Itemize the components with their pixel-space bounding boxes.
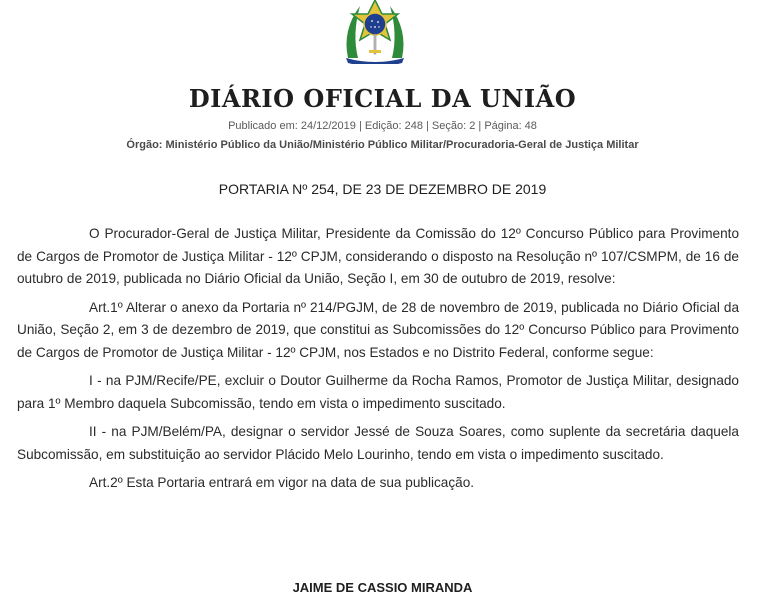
paragraph-article-2: Art.2º Esta Portaria entrará em vigor na data de sua publicação. xyxy=(89,475,475,490)
document-title: PORTARIA Nº 254, DE 23 DE DEZEMBRO DE 2019 xyxy=(218,181,547,197)
document-body xyxy=(17,223,739,501)
signatory-name: JAIME DE CASSIO MIRANDA xyxy=(292,580,473,595)
newspaper-masthead: DIÁRIO OFICIAL DA UNIÃO xyxy=(188,84,577,113)
paragraph-item-ii: II - na PJM/Belém/PA, designar o servidor Jessé de Souza Soares, como suplente da secretária daquela Subcomissão, em substituição ao servidor Plácido Melo Lourinho, tendo em vista o impedimento suscitado. xyxy=(17,424,739,462)
paragraph-preamble: O Procurador-Geral de Justiça Militar, Presidente da Comissão do 12º Concurso Público para Provimento de Cargos de Promotor de Justiça Militar - 12º CPJM, considerando o disposto na Resolução nº 107/CSMPM, de 16 de outubro de 2019, publicada no Diário Oficial da União, Seção I, em 30 de outubro de 2019, resolve: xyxy=(17,226,739,286)
publication-info: Publicado em: 24/12/2019 | Edição: 248 | Seção: 2 | Página: 48 xyxy=(228,120,537,132)
issuing-organ: Órgão: Ministério Público da União/Ministério Público Militar/Procuradoria-Geral de Justiça Militar xyxy=(126,139,639,151)
paragraph-article-1: Art.1º Alterar o anexo da Portaria nº 214/PGJM, de 28 de novembro de 2019, publicada no Diário Oficial da União, Seção 2, em 3 de dezembro de 2019, que constitui as Subcomissões do 12º Concurso Público para Provimento de Cargos de Promotor de Justiça Militar - 12º CPJM, nos Estados e no Distrito Federal, conforme segue: xyxy=(17,299,739,360)
paragraph-item-i: I - na PJM/Recife/PE, excluir o Doutor Guilherme da Rocha Ramos, Promotor de Justiça Militar, designado para 1º Membro daquela Subcomissão, tendo em vista o impedimento suscitado. xyxy=(17,373,739,411)
coat-of-arms-icon xyxy=(338,0,412,64)
